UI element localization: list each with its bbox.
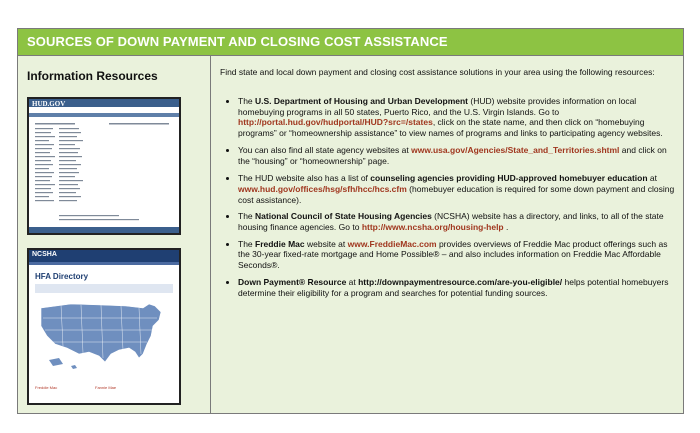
item-bold: counseling agencies providing HUD-approved homebuyer education [370, 173, 648, 184]
item-text: at [346, 276, 359, 287]
item-bold: National Council of State Housing Agencies [255, 211, 432, 222]
section-title: SOURCES OF DOWN PAYMENT AND CLOSING COST ASSISTANCE [27, 34, 448, 49]
usa-gov-link[interactable]: www.usa.gov/Agencies/State_and_Territories.shtml [411, 144, 620, 155]
thumb-nav-bar [29, 262, 179, 265]
list-item [220, 96, 675, 139]
thumb-link-left: Freddie Mac [35, 385, 58, 390]
item-text: helps potential homebuyers determine their eligibility for a program and searches for potential funding sources. [238, 276, 669, 298]
thumb-text-lines [29, 119, 179, 231]
freddie-mac-link[interactable]: www.FreddieMac.com [347, 238, 437, 249]
thumb-nav-bar [29, 113, 179, 117]
item-text: . [503, 222, 509, 233]
hud-logo: HUD.GOV [32, 100, 66, 108]
ncsha-logo: NCSHA [32, 251, 57, 258]
left-column [18, 56, 211, 413]
item-bold: U.S. Department of Housing and Urban Development [255, 96, 469, 106]
item-text: , click on the state name, and then click on “homebuying programs” or “homeownership assistance” to view names of programs and links to participating agency websites. [238, 117, 663, 139]
list-item [220, 211, 675, 232]
item-text: (homebuyer education is required for some down payment and closing cost assistance). [238, 183, 675, 205]
right-column [211, 56, 683, 413]
hfa-directory-title: HFA Directory [35, 272, 89, 281]
item-text: The [238, 96, 256, 106]
item-text: at [647, 173, 657, 184]
thumb-link-right: Fannie Mae [95, 385, 117, 390]
item-text: The [238, 211, 256, 222]
item-text: (HUD) website provides information on local homebuying programs in all 50 states, Puerto Rico, and the U.S. Virgin Islands. Go to [238, 96, 637, 117]
item-text: You can also find all state agency websites at [238, 144, 412, 155]
assistance-panel [17, 28, 684, 414]
item-bold: Freddie Mac [255, 238, 305, 249]
list-item [220, 145, 675, 166]
item-text: (NCSHA) website has a directory, and links, to all of the state housing finance agencies. Go to [238, 211, 664, 233]
thumb-footer-bar [29, 227, 179, 233]
item-text: provides overviews of Freddie Mac product offerings such as the 30-year fixed-rate mortgage and Home Possible® – and also includes information on Freddie Mac Affordable Seconds®. [238, 238, 668, 271]
us-map-icon [31, 296, 181, 376]
item-text: website at [304, 238, 348, 249]
list-item [220, 173, 675, 205]
intro-text: Find state and local down payment and closing cost assistance solutions in your area using the following resources: [220, 67, 655, 77]
left-title: Information Resources [27, 69, 158, 83]
hud-states-link[interactable]: http://portal.hud.gov/hudportal/HUD?src=/states [238, 117, 433, 128]
list-item [220, 277, 675, 298]
item-bold: Down Payment® Resource [238, 276, 347, 287]
thumb-search-band [35, 284, 173, 293]
item-text: The HUD website also has a list of [238, 173, 371, 184]
down-payment-resource-link[interactable]: http://downpaymentresource.com/are-you-eligible/ [358, 276, 563, 287]
item-text: and click on the “housing” or “homeownership” page. [238, 144, 667, 166]
item-text: The [238, 238, 256, 249]
resource-list [220, 96, 675, 298]
section-header [18, 29, 683, 56]
hud-counseling-link[interactable]: www.hud.gov/offices/hsg/sfh/hcc/hcs.cfm [238, 183, 407, 194]
ncsha-website-screenshot [27, 248, 181, 405]
ncsha-link[interactable]: http://www.ncsha.org/housing-help [361, 222, 504, 233]
list-item [220, 239, 675, 271]
hud-website-screenshot [27, 97, 181, 235]
